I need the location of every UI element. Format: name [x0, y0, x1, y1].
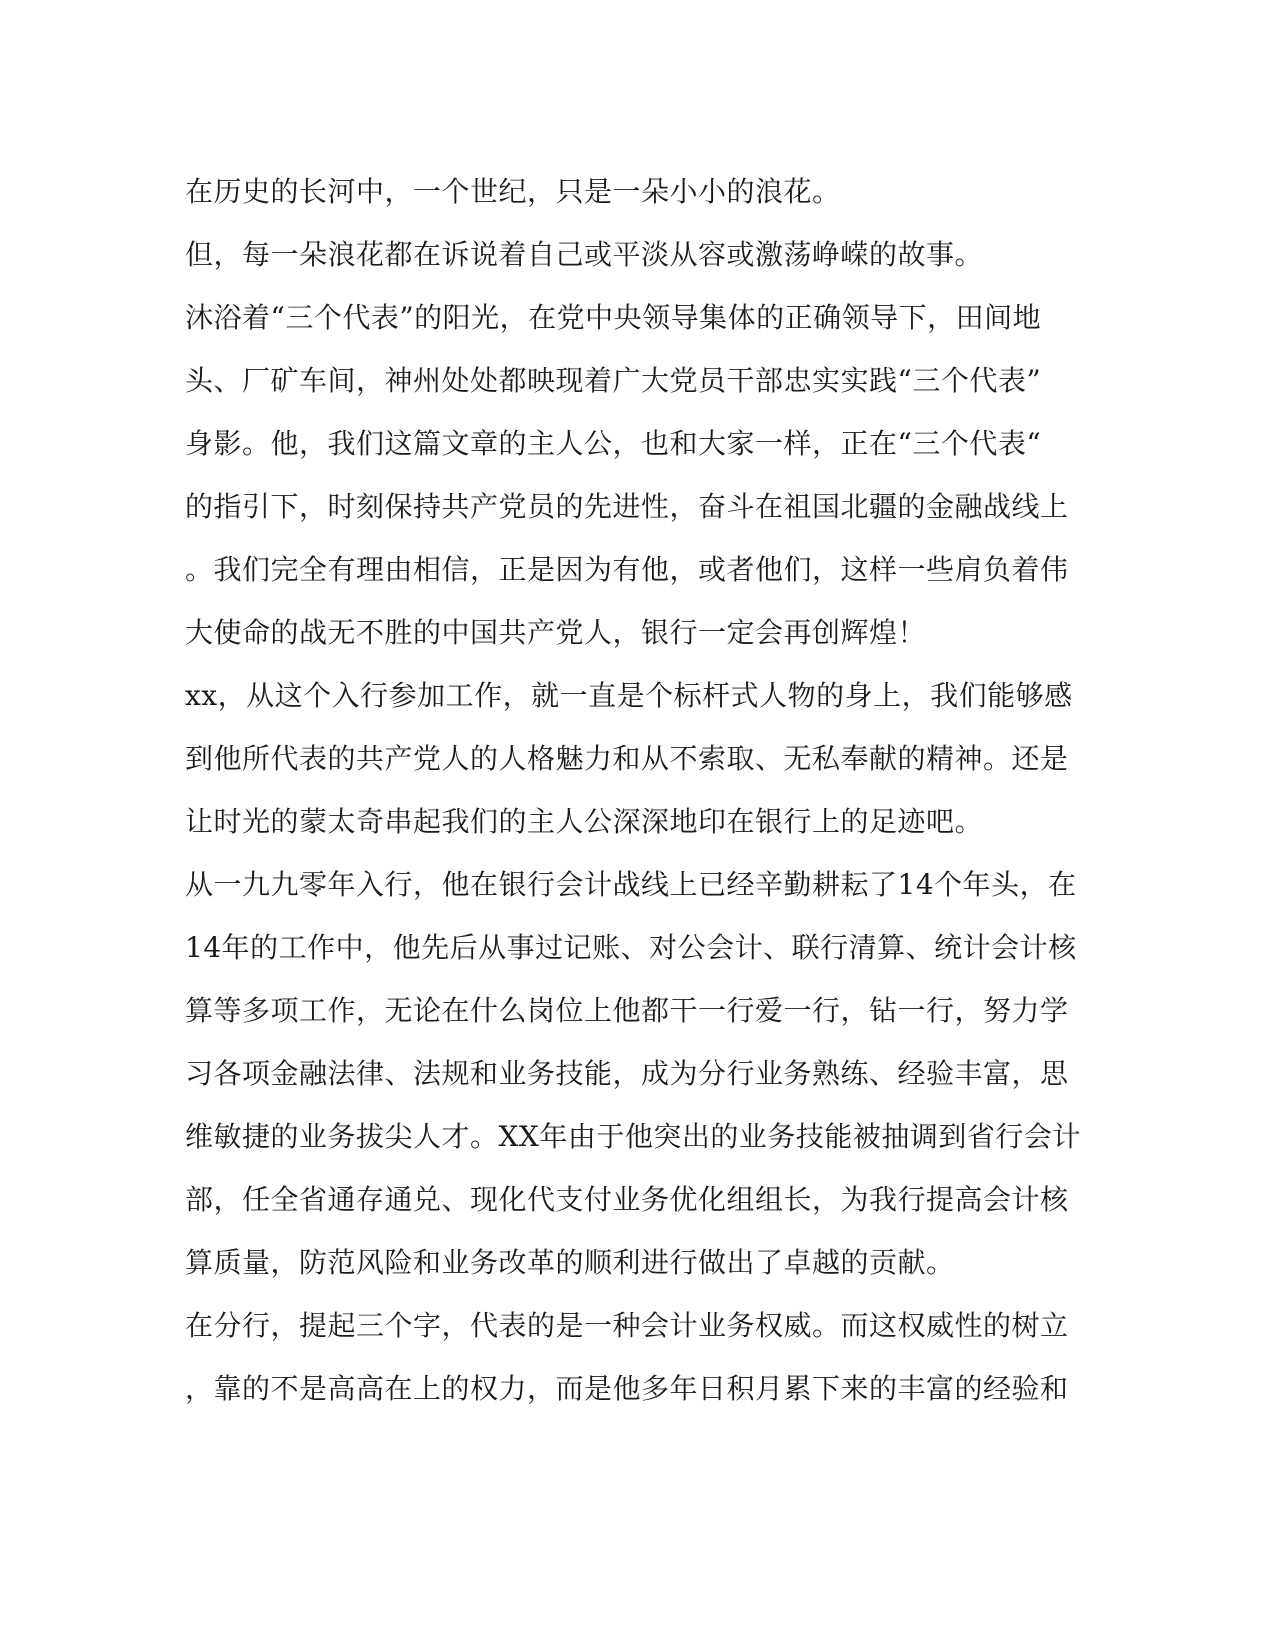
text-line: 从一九九零年入行，他在银行会计战线上已经辛勤耕耘了14个年头，在 — [185, 868, 1077, 901]
text-line: 维敏捷的业务拔尖人才。XX年由于他突出的业务技能被抽调到省行会计 — [185, 1120, 1081, 1153]
text-line: 部，任全省通存通兑、现化代支付业务优化组组长，为我行提高会计核 — [185, 1183, 1069, 1216]
text-line: xx，从这个入行参加工作，就一直是个标杆式人物的身上，我们能够感 — [185, 679, 1073, 712]
text-line: 的指引下，时刻保持共产党员的先进性，奋斗在祖国北疆的金融战线上 — [185, 490, 1069, 523]
text-line: 14年的工作中，他先后从事过记账、对公会计、联行清算、统计会计核 — [185, 931, 1077, 964]
text-line: 在历史的长河中，一个世纪，只是一朵小小的浪花。 — [185, 175, 841, 208]
text-line: 。我们完全有理由相信，正是因为有他，或者他们，这样一些肩负着伟 — [185, 553, 1069, 586]
text-line: 但，每一朵浪花都在诉说着自己或平淡从容或激荡峥嵘的故事。 — [185, 238, 984, 271]
document-body — [185, 160, 1085, 1420]
text-line: 大使命的战无不胜的中国共产党人，银行一定会再创辉煌！ — [185, 616, 927, 649]
text-line: 沐浴着“三个代表”的阳光，在党中央领导集体的正确领导下，田间地 — [185, 301, 1042, 334]
text-line: 身影。他，我们这篇文章的主人公，也和大家一样，正在“三个代表“ — [185, 427, 1042, 460]
text-line: 算等多项工作，无论在什么岗位上他都干一行爱一行，钻一行，努力学 — [185, 994, 1069, 1027]
text-line: 在分行，提起三个字，代表的是一种会计业务权威。而这权威性的树立 — [185, 1309, 1069, 1342]
text-line: 到他所代表的共产党人的人格魅力和从不索取、无私奉献的精神。还是 — [185, 742, 1069, 775]
text-line: 头、厂矿车间，神州处处都映现着广大党员干部忠实实践“三个代表” — [185, 364, 1042, 397]
text-line: 算质量，防范风险和业务改革的顺利进行做出了卓越的贡献。 — [185, 1246, 955, 1279]
text-line: 习各项金融法律、法规和业务技能，成为分行业务熟练、经验丰富，思 — [185, 1057, 1069, 1090]
text-line: ，靠的不是高高在上的权力，而是他多年日积月累下来的丰富的经验和 — [185, 1372, 1069, 1405]
text-line: 让时光的蒙太奇串起我们的主人公深深地印在银行上的足迹吧。 — [185, 805, 984, 838]
